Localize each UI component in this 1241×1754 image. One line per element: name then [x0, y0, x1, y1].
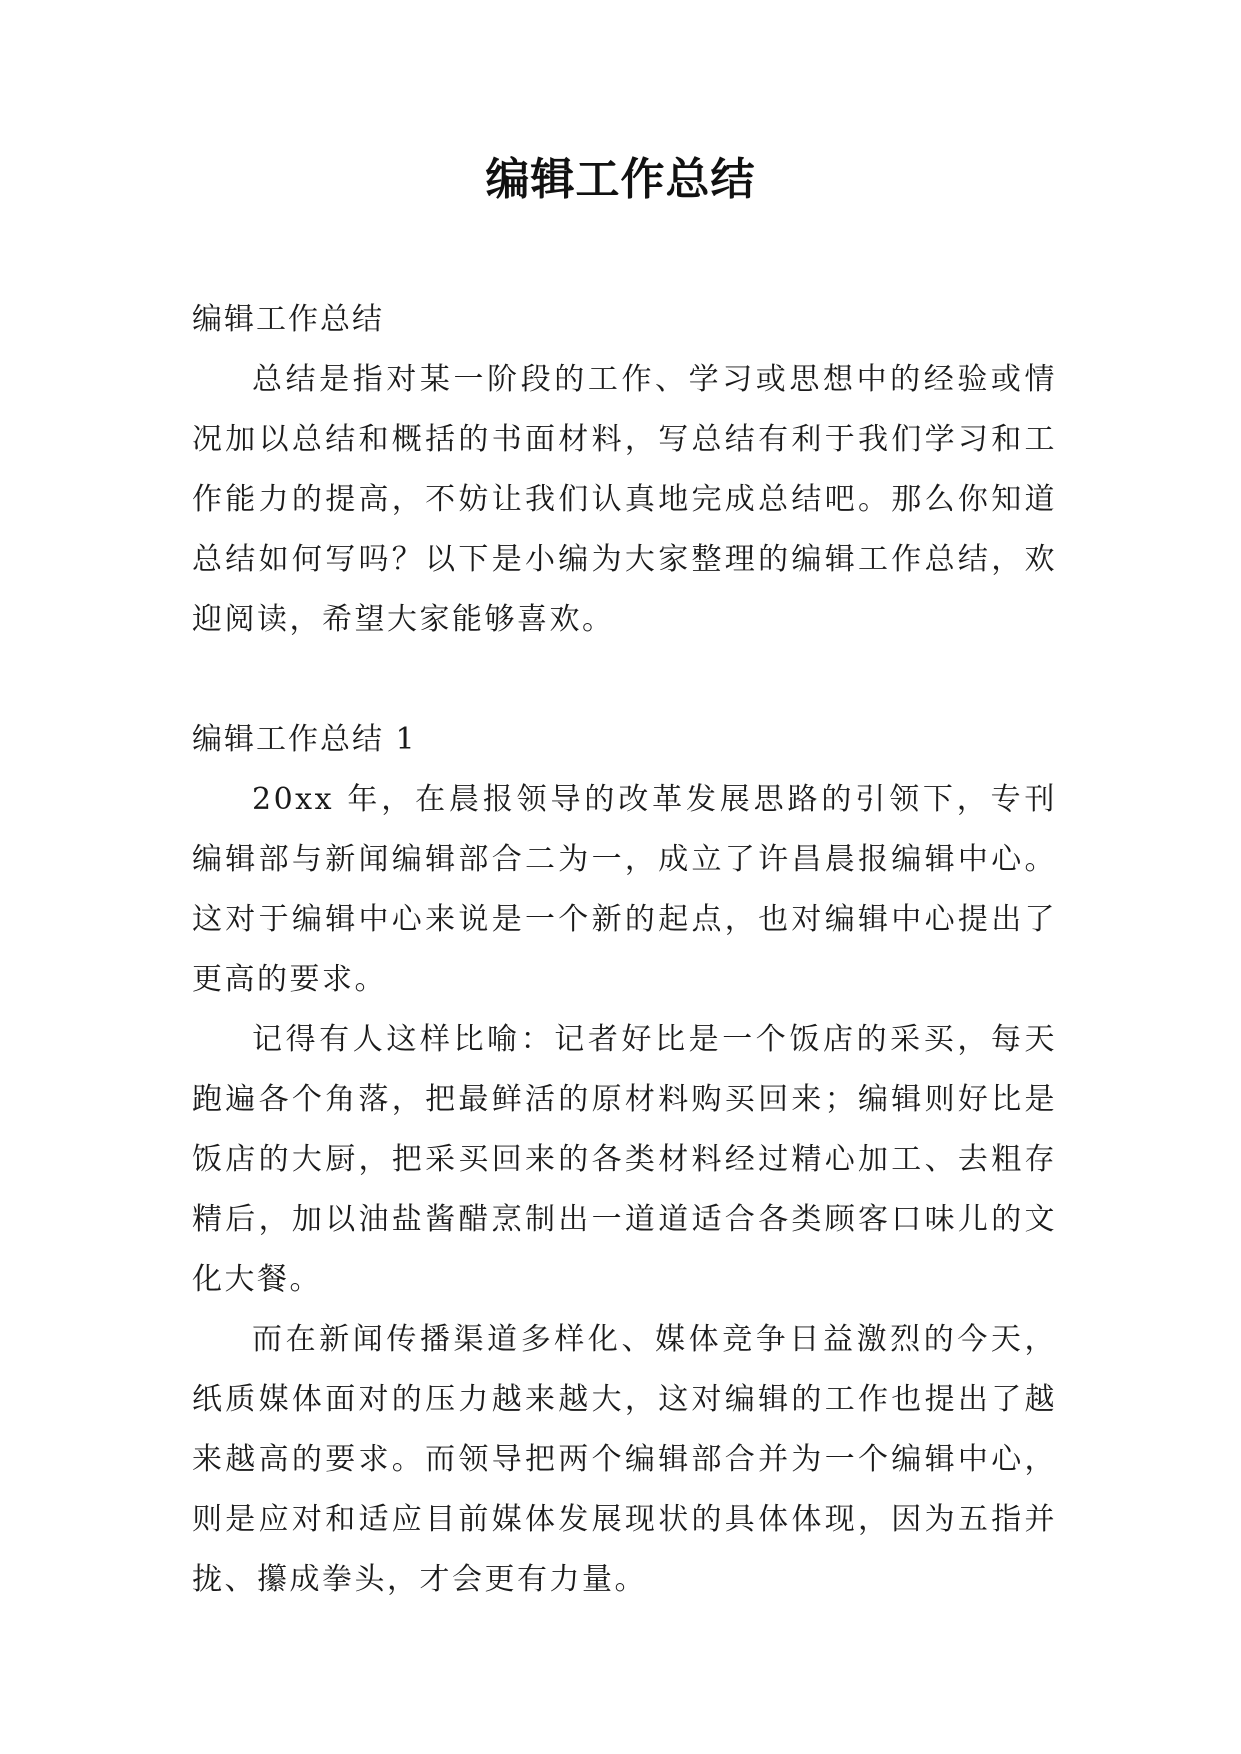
- section-spacer: [192, 650, 1057, 710]
- intro-paragraph: 总结是指对某一阶段的工作、学习或思想中的经验或情况加以总结和概括的书面材料，写总结有利于我们学习和工作能力的提高，不妨让我们认真地完成总结吧。那么你知道总结如何写吗？以下是小编为大家整理的编辑工作总结，欢迎阅读，希望大家能够喜欢。: [192, 362, 1057, 637]
- document-title: 编辑工作总结: [485, 154, 756, 205]
- section-1-paragraph-3: 而在新闻传播渠道多样化、媒体竞争日益激烈的今天，纸质媒体面对的压力越来越大，这对编辑的工作也提出了越来越高的要求。而领导把两个编辑部合并为一个编辑中心，则是应对和适应目前媒体发展现状的具体体现，因为五指并拢、攥成拳头，才会更有力量。: [192, 1322, 1057, 1597]
- document-body: [192, 290, 1057, 1610]
- section-1-paragraph-1: 20xx 年，在晨报领导的改革发展思路的引领下，专刊编辑部与新闻编辑部合二为一，成立了许昌晨报编辑中心。这对于编辑中心来说是一个新的起点，也对编辑中心提出了更高的要求。: [192, 782, 1057, 997]
- intro-heading: 编辑工作总结: [192, 302, 384, 337]
- section-1-heading: 编辑工作总结 1: [192, 722, 417, 757]
- section-1-paragraph-2: 记得有人这样比喻：记者好比是一个饭店的采买，每天跑遍各个角落，把最鲜活的原材料购买回来；编辑则好比是饭店的大厨，把采买回来的各类材料经过精心加工、去粗存精后，加以油盐酱醋烹制出一道道适合各类顾客口味儿的文化大餐。: [192, 1022, 1057, 1297]
